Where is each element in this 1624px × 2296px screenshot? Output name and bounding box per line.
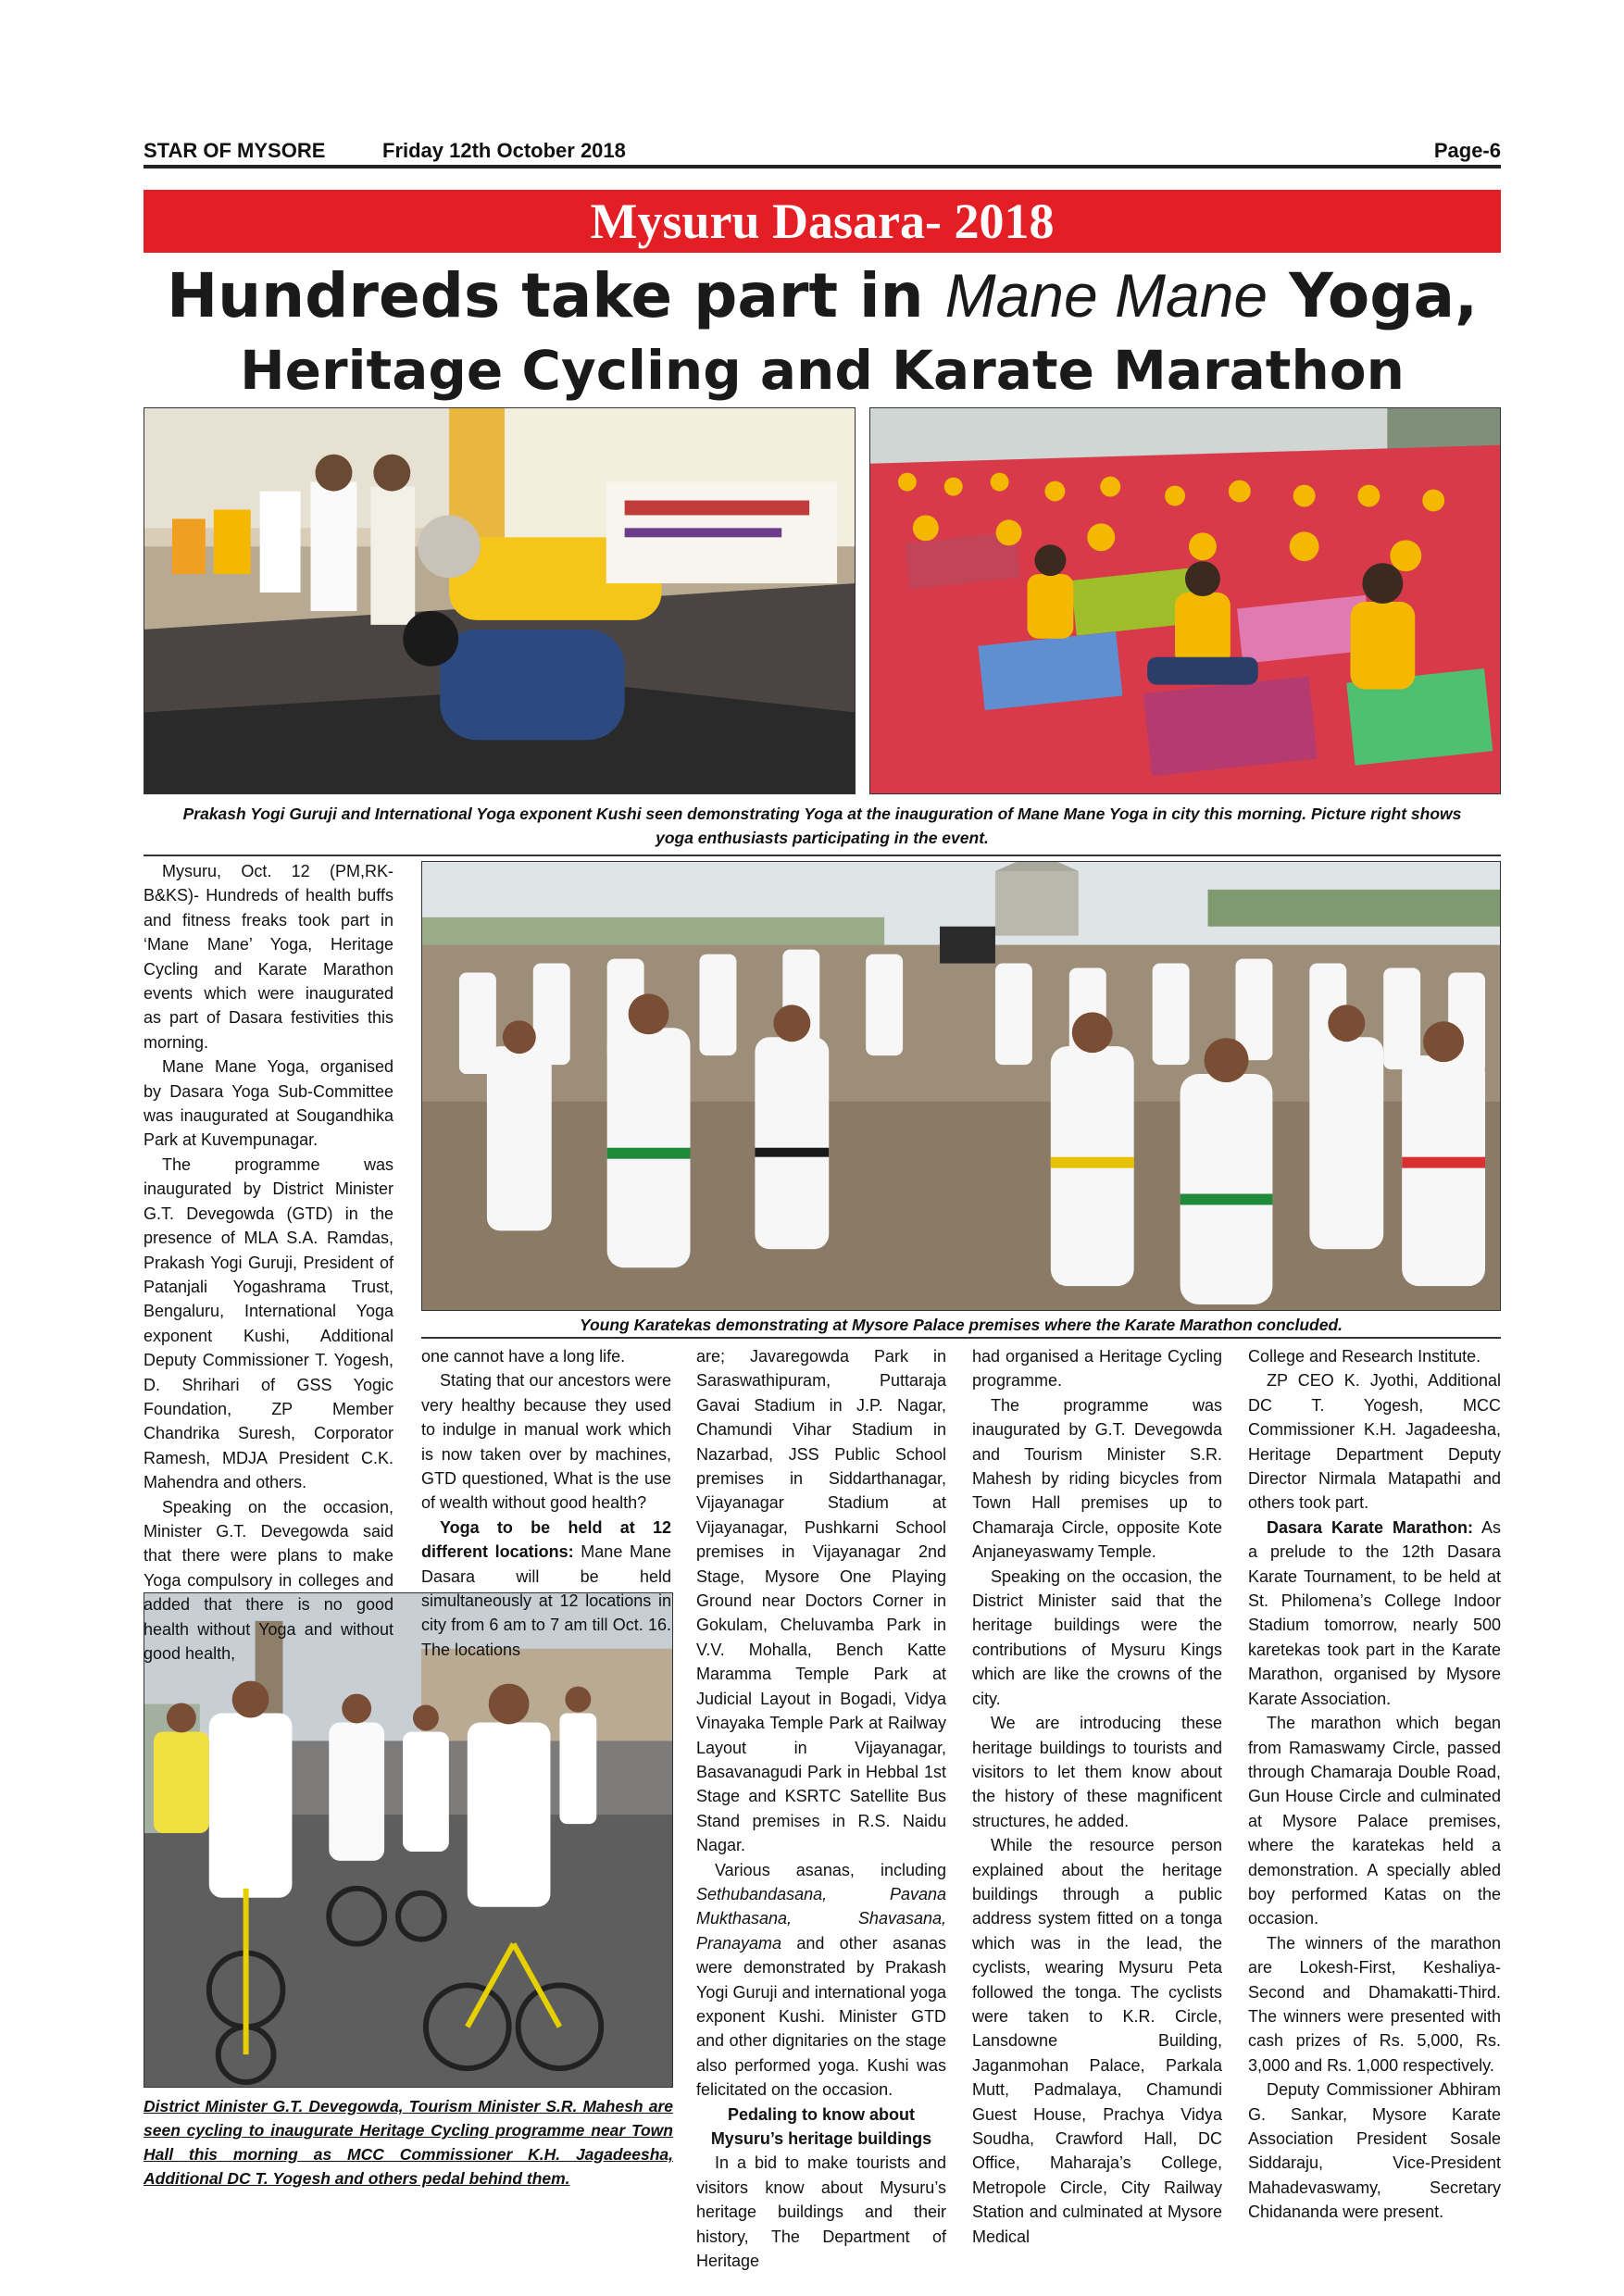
yoga-stage-photo <box>144 407 856 794</box>
karate-caption-rule <box>421 1337 1501 1339</box>
article-paragraph <box>696 1858 946 2103</box>
article-text: Mane Mane Dasara will be held simultaneously at 12 locations in city from 6 am to 7 am till Oct. 16. The locations <box>421 1542 671 1659</box>
yoga-caption: Prakash Yogi Guruji and International Yoga exponent Kushi seen demonstrating Yoga at the inauguration of Mane Mane Yoga in city this morning. Picture right shows yoga enthusiasts participating in the event. <box>182 805 1462 847</box>
cycling-caption: District Minister G.T. Devegowda, Tourism Minister S.R. Mahesh are seen cycling to inaugurate Heritage Cycling programme near Town Hall this morning as MCC Commissioner K.H. Jagadeesha, Additional DC T. Yogesh and others pedal behind them. <box>144 2097 673 2188</box>
article-paragraph: Deputy Commissioner Abhiram G. Sankar, Mysore Karate Association President Sosale Siddaraju, Vice-President Mahadevaswamy, Secretary Chidananda were present. <box>1248 2080 1501 2222</box>
cycling-photo <box>144 1592 673 2088</box>
headline-line-2: Heritage Cycling and Karate Marathon <box>240 339 1405 402</box>
article-paragraph <box>421 1516 671 1662</box>
article-column-1 <box>144 859 394 1666</box>
subhead-yoga-locations: Yoga to be held at 12 different locations: <box>421 1517 671 1562</box>
article-paragraph <box>1248 1516 1501 1711</box>
headline-italic: Mane Mane <box>944 261 1268 330</box>
headline-line-1 <box>139 257 1505 334</box>
article-text: As a prelude to the 12th Dasara Karate Tournament, to be held at St. Philomena’s College Indoor Stadium tomorrow, nearly 500 karetekas took part in the Karate Marathon, organised by Mysore Karate Association. <box>1248 1517 1501 1708</box>
article-paragraph: ZP CEO K. Jyothi, Additional DC T. Yogesh, MCC Commissioner K.H. Jagadeesha, Heritage Department Deputy Director Nirmala Matapathi and others took part. <box>1248 1371 1501 1513</box>
yoga-stage-illustration <box>144 408 855 793</box>
article-column-4 <box>972 1344 1222 2249</box>
yoga-crowd-photo <box>869 407 1501 794</box>
masthead <box>144 139 1501 167</box>
article-paragraph: College and Research Institute. <box>1248 1347 1481 1366</box>
article-paragraph: The winners of the marathon are Lokesh-First, Keshaliya-Second and Dhamakatti-Third. The winners were presented with cash prizes of Rs. 5,000, Rs. 3,000 and Rs. 1,000 respectively. <box>1248 1933 1501 2075</box>
article-paragraph: are; Javaregowda Park in Saraswathipuram, Puttaraja Gavai Stadium in J.P. Nagar, Chamundi Vihar Stadium in Nazarbad, JSS Public School premises in Siddarthanagar, Vijayanagar Stadium at Vijayanagar, Pushkarni School premises in Vijayanagar 2nd Stage, Mysore One Playing Ground near Doctors Corner in Gokulam, Cheluvamba Park in V.V. Mohalla, Bench Katte Maramma Temple Park at Judicial Layout in Bogadi, Vidya Vinayaka Temple Park at Railway Layout in Vijayanagar, Basavanagudi Park in Hebbal 1st Stage and KSRTC Satellite Bus Stand premises in R.S. Naidu Nagar. <box>696 1347 946 1855</box>
subhead-heritage-2: Mysuru’s heritage buildings <box>710 2129 932 2148</box>
article-column-3 <box>696 1344 946 2273</box>
article-paragraph: In a bid to make tourists and visitors know about Mysuru’s heritage buildings and their history, The Department of Heritage <box>696 2153 946 2271</box>
article-column-2 <box>421 1344 671 1662</box>
yoga-crowd-illustration <box>870 408 1500 793</box>
article-paragraph: We are introducing these heritage buildings to tourists and visitors to let them know about the history of these magnificent structures, he added. <box>972 1714 1222 1830</box>
article-column-5 <box>1248 1344 1501 2225</box>
karate-caption: Young Karatekas demonstrating at Mysore Palace premises where the Karate Marathon concluded. <box>579 1316 1343 1334</box>
asana-names: Sethubandasana, Pavana Mukthasana, Shavasana, Pranayama <box>696 1884 946 1953</box>
article-text: Various asanas, including <box>715 1860 946 1879</box>
article-paragraph: Stating that our ancestors were very healthy because they used to indulge in manual work which is now taken over by machines, GTD questioned, What is the use of wealth without good health? <box>421 1371 671 1513</box>
article-paragraph: Mysuru, Oct. 12 (PM,RK-B&KS)- Hundreds of health buffs and fitness freaks took part in ‘Mane Mane’ Yoga, Heritage Cycling and Karate Marathon events which were inaugurated as part of Dasara festivities this morning. <box>144 862 394 1052</box>
page-number: Page-6 <box>1433 139 1501 162</box>
karate-illustration <box>422 862 1500 1310</box>
masthead-rule <box>144 165 1501 168</box>
issue-date: Friday 12th October 2018 <box>382 139 626 162</box>
newspaper-name: STAR OF MYSORE <box>144 139 326 162</box>
article-paragraph: had organised a Heritage Cycling programme. <box>972 1347 1222 1391</box>
article-paragraph: one cannot have a long life. <box>421 1347 626 1366</box>
article-text: and other asanas were demonstrated by Prakash Yogi Guruji and international yoga exponent Kushi. Minister GTD and other dignitaries on the stage also performed yoga. Kushi was felicitated on the occasion. <box>696 1933 946 2100</box>
article-paragraph: Speaking on the occasion, Minister G.T. Devegowda said that there were plans to make Yoga compulsory in colleges and added that there is no good health without Yoga and without good health, <box>144 1497 394 1663</box>
headline-part-b: Yoga, <box>1268 260 1479 331</box>
headline <box>139 257 1505 406</box>
section-banner: Mysuru Dasara- 2018 <box>144 190 1501 253</box>
subhead-heritage-1: Pedaling to know about <box>728 2104 915 2124</box>
article-paragraph: The marathon which began from Ramaswamy Circle, passed through Chamaraja Double Road, Gun House Circle and culminated at Mysore Palace premises, where the karatekas held a demonstration. A specially abled boy performed Katas on the occasion. <box>1248 1714 1501 1928</box>
article-paragraph: Speaking on the occasion, the District Minister said that the heritage buildings were the contributions of Mysuru Kings which are like the crowns of the city. <box>972 1566 1222 1708</box>
cycling-illustration <box>144 1593 672 2087</box>
article-paragraph: The programme was inaugurated by District Minister G.T. Devegowda (GTD) in the presence of MLA S.A. Ramdas, Prakash Yogi Guruji, President of Patanjali Yogashrama Trust, Bengaluru, International Yoga exponent Kushi, Additional Deputy Commissioner T. Yogesh, D. Shrihari of GSS Yogic Foundation, ZP Member Chandrika Suresh, Corporator Ramesh, MDJA President C.K. Mahendra and others. <box>144 1154 394 1492</box>
headline-part-a: Hundreds take part in <box>166 260 945 331</box>
article-paragraph: The programme was inaugurated by G.T. Devegowda and Tourism Minister S.R. Mahesh by riding bicycles from Town Hall premises up to Chamaraja Circle, opposite Kote Anjaneyaswamy Temple. <box>972 1395 1222 1562</box>
karate-photo <box>421 861 1501 1311</box>
caption-rule <box>144 855 1501 856</box>
subhead-karate-marathon: Dasara Karate Marathon: <box>1267 1517 1474 1537</box>
article-paragraph: Mane Mane Yoga, organised by Dasara Yoga Sub-Committee was inaugurated at Sougandhika Park at Kuvempunagar. <box>144 1057 394 1150</box>
article-paragraph: While the resource person explained about the heritage buildings through a public address system fitted on a tonga which was in the lead, the cyclists, wearing Mysuru Peta followed the tonga. The cyclists were taken to K.R. Circle, Lansdowne Building, Jaganmohan Palace, Parkala Mutt, Padmalaya, Chamundi Guest House, Prachya Vidya Soudha, Crawford Hall, DC Office, Maharaja’s College, Metropole Circle, City Railway Station and culminated at Mysore Medical <box>972 1836 1222 2246</box>
